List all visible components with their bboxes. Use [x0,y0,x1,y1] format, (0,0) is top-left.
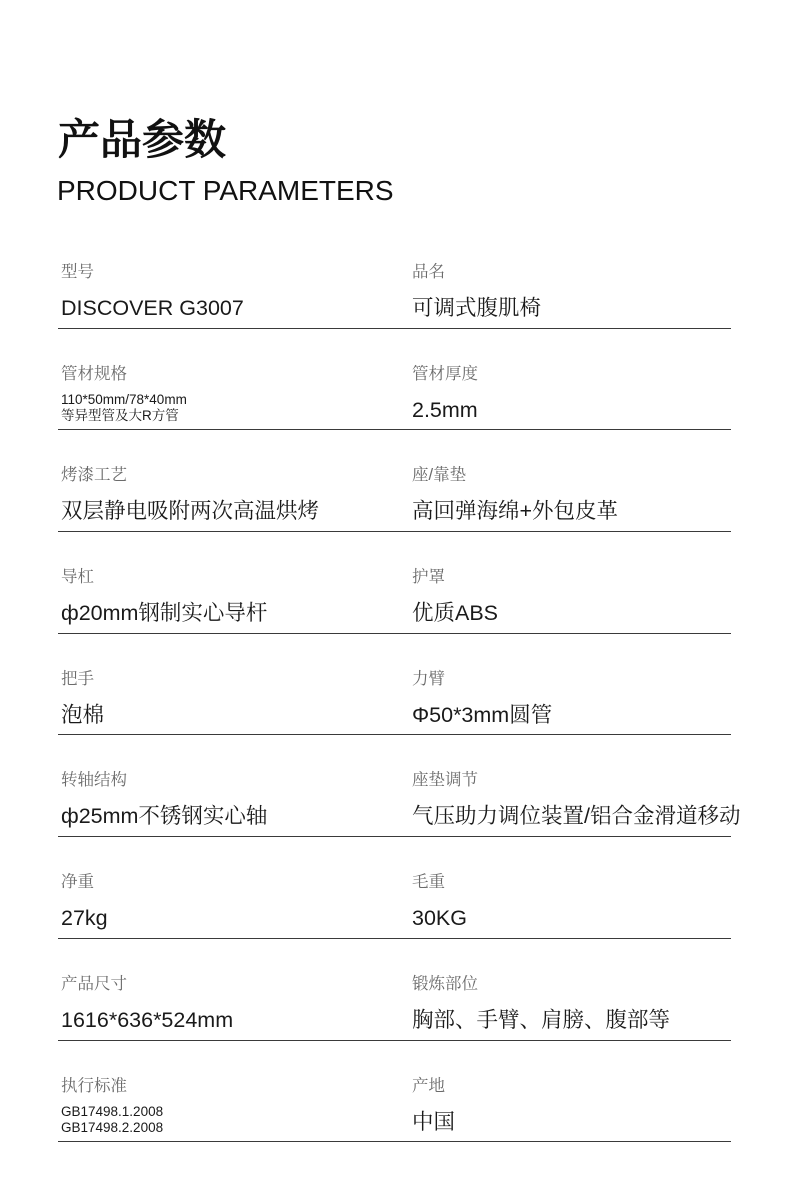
param-value [61,392,187,424]
param-label: 锻炼部位 [412,974,478,993]
param-value: 泡棉 [61,702,105,727]
param-row [58,837,731,939]
param-value: ф20mm钢制实心导杆 [61,601,268,626]
param-label: 烤漆工艺 [61,466,127,485]
param-value: Φ50*3mm圆管 [412,702,553,727]
param-label: 管材厚度 [412,364,478,383]
param-value: 1616*636*524mm [61,1007,234,1032]
param-cover [412,532,742,633]
param-value: 气压助力调位装置/铝合金滑道移动 [412,804,741,829]
param-seat-adjustment [412,735,742,836]
param-tube-thickness [412,329,742,430]
param-training-areas [412,939,742,1040]
param-product-size [61,939,401,1040]
param-product-name [412,227,742,328]
param-value [61,1104,163,1136]
param-row [58,634,731,736]
param-label: 把手 [61,669,94,688]
param-value-line: 110*50mm/78*40mm [61,391,187,407]
param-value: 优质ABS [412,601,499,626]
param-row [58,735,741,837]
param-row [58,532,731,634]
param-row [58,227,731,329]
param-label: 执行标准 [61,1076,127,1095]
parameters-table [58,227,741,1142]
param-seat-backrest [412,430,742,531]
param-label: 品名 [412,263,445,281]
param-value: 2.5mm [412,397,478,422]
param-value-line: GB17498.1.2008 [61,1103,164,1119]
param-value-line: GB17498.2.2008 [61,1119,164,1135]
param-label: 转轴结构 [61,771,127,790]
param-origin [412,1041,742,1142]
param-label: 导杠 [61,568,94,587]
param-label: 产品尺寸 [61,974,127,993]
param-net-weight [61,837,401,938]
param-label: 毛重 [412,873,445,892]
param-value: DISCOVER G3007 [61,296,244,320]
param-label: 管材规格 [61,364,127,383]
param-row [58,1041,731,1143]
param-model [61,227,401,328]
param-value-line: 等异型管及大R方管 [61,407,179,423]
param-label: 座/靠垫 [412,466,467,485]
param-row [58,430,731,532]
param-label: 力臂 [412,669,445,688]
param-value: 中国 [412,1109,456,1134]
param-gross-weight [412,837,742,938]
param-value: ф25mm不锈钢实心轴 [61,804,268,829]
param-value: 高回弹海绵+外包皮革 [412,499,619,524]
param-standard [61,1041,401,1142]
param-paint-process [61,430,401,531]
param-value: 30KG [412,906,467,931]
param-label: 产地 [412,1076,445,1095]
param-handle [61,634,401,735]
param-tube-spec [61,329,401,430]
param-pivot-structure [61,735,401,836]
param-lever-arm [412,634,742,735]
page-subtitle: PRODUCT PARAMETERS [57,175,394,206]
page-title: 产品参数 [58,116,227,163]
param-label: 座垫调节 [412,771,478,790]
param-value: 27kg [61,906,108,931]
param-label: 型号 [61,263,94,281]
param-value: 双层静电吸附两次高温烘烤 [61,499,320,524]
param-value: 可调式腹肌椅 [412,296,542,320]
param-label: 护罩 [412,568,445,587]
param-guide-rod [61,532,401,633]
param-row [58,329,731,431]
param-value: 胸部、手臂、肩膀、腹部等 [412,1007,671,1032]
param-row [58,939,731,1041]
param-label: 净重 [61,873,94,892]
